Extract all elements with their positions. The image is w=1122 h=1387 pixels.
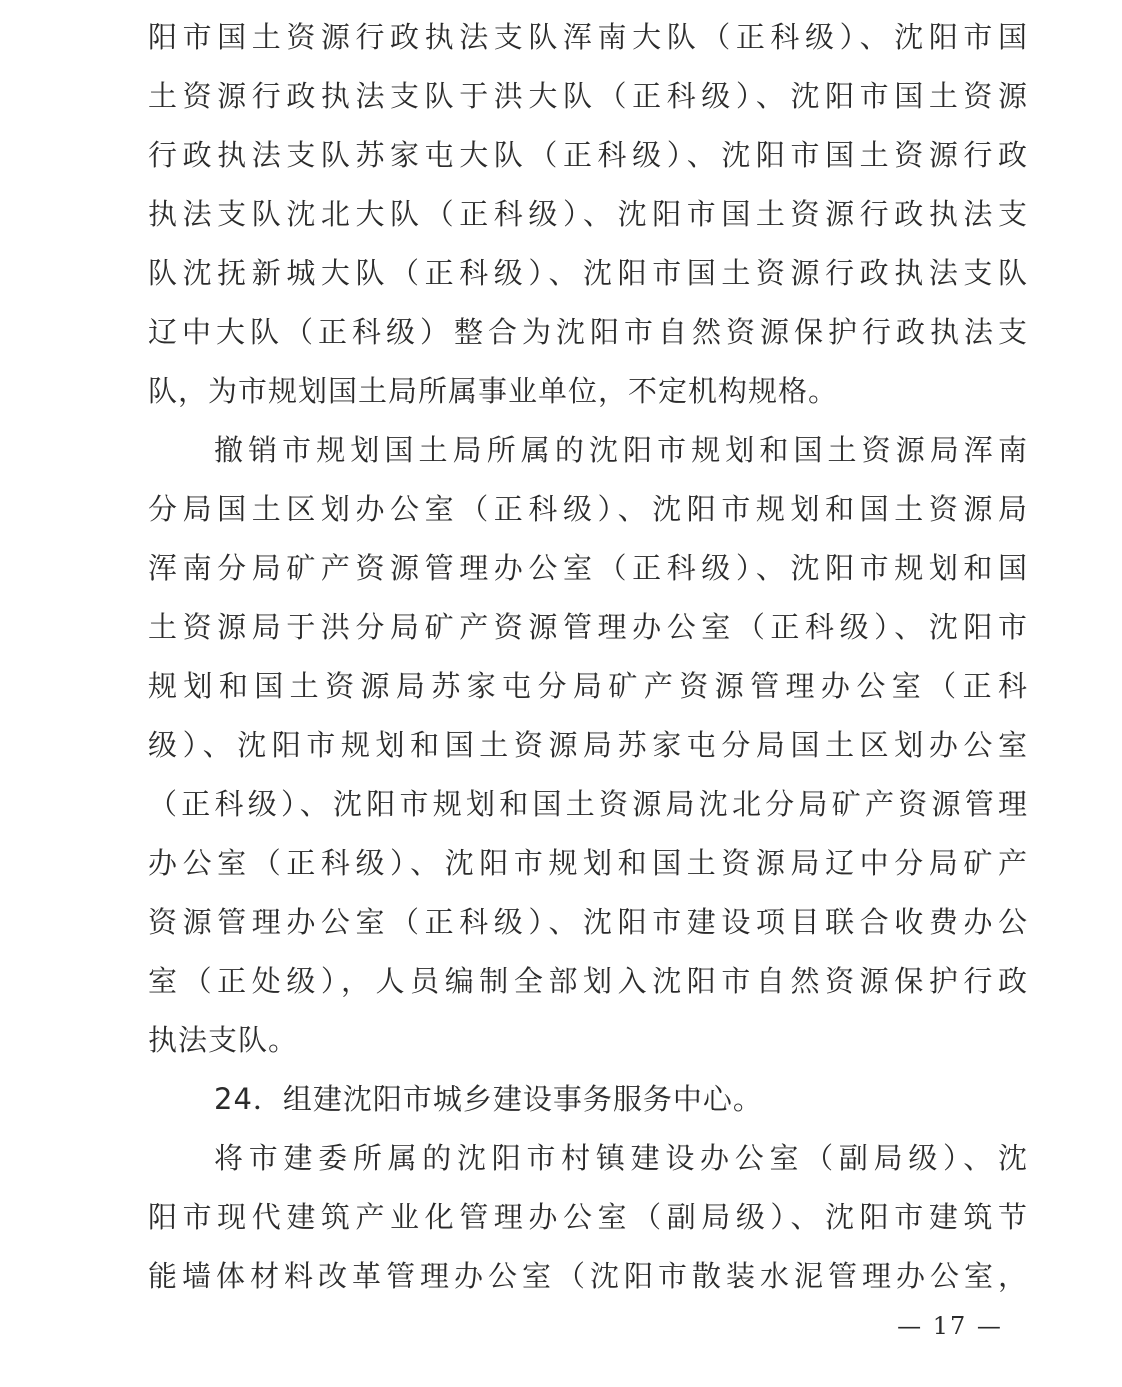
text-line: 浑南分局矿产资源管理办公室（正科级）、沈阳市规划和国 — [148, 551, 1028, 585]
section-heading: 24．组建沈阳市城乡建设事务服务中心。 — [214, 1082, 763, 1116]
paragraph-start-line: 撤销市规划国土局所属的沈阳市规划和国土资源局浑南 — [214, 433, 1028, 467]
text-line: 阳市国土资源行政执法支队浑南大队（正科级）、沈阳市国 — [148, 20, 1028, 54]
text-line: 辽中大队（正科级）整合为沈阳市自然资源保护行政执法支 — [148, 315, 1028, 349]
text-line: 执法支队。 — [148, 1023, 299, 1057]
page-number: — 17 — — [897, 1312, 1003, 1340]
text-line: 办公室（正科级）、沈阳市规划和国土资源局辽中分局矿产 — [148, 846, 1028, 880]
text-line: 规划和国土资源局苏家屯分局矿产资源管理办公室（正科 — [148, 669, 1028, 703]
text-line: 土资源局于洪分局矿产资源管理办公室（正科级）、沈阳市 — [148, 610, 1028, 644]
text-line: 行政执法支队苏家屯大队（正科级）、沈阳市国土资源行政 — [148, 138, 1028, 172]
text-line: 室（正处级），人员编制全部划入沈阳市自然资源保护行政 — [148, 964, 1028, 998]
text-line: （正科级）、沈阳市规划和国土资源局沈北分局矿产资源管理 — [148, 787, 1028, 821]
text-line: 资源管理办公室（正科级）、沈阳市建设项目联合收费办公 — [148, 905, 1028, 939]
text-line: 阳市现代建筑产业化管理办公室（副局级）、沈阳市建筑节 — [148, 1200, 1028, 1234]
text-line: 队沈抚新城大队（正科级）、沈阳市国土资源行政执法支队 — [148, 256, 1028, 290]
text-line: 土资源行政执法支队于洪大队（正科级）、沈阳市国土资源 — [148, 79, 1028, 113]
body-text — [148, 8, 1028, 1306]
text-line: 队，为市规划国土局所属事业单位，不定机构规格。 — [148, 374, 839, 408]
text-line: 级）、沈阳市规划和国土资源局苏家屯分局国土区划办公室 — [148, 728, 1028, 762]
text-line: 能墙体材料改革管理办公室（沈阳市散装水泥管理办公室， — [148, 1259, 1028, 1293]
paragraph-start-line: 将市建委所属的沈阳市村镇建设办公室（副局级）、沈 — [214, 1141, 1028, 1175]
text-line: 执法支队沈北大队（正科级）、沈阳市国土资源行政执法支 — [148, 197, 1028, 231]
text-line: 分局国土区划办公室（正科级）、沈阳市规划和国土资源局 — [148, 492, 1028, 526]
